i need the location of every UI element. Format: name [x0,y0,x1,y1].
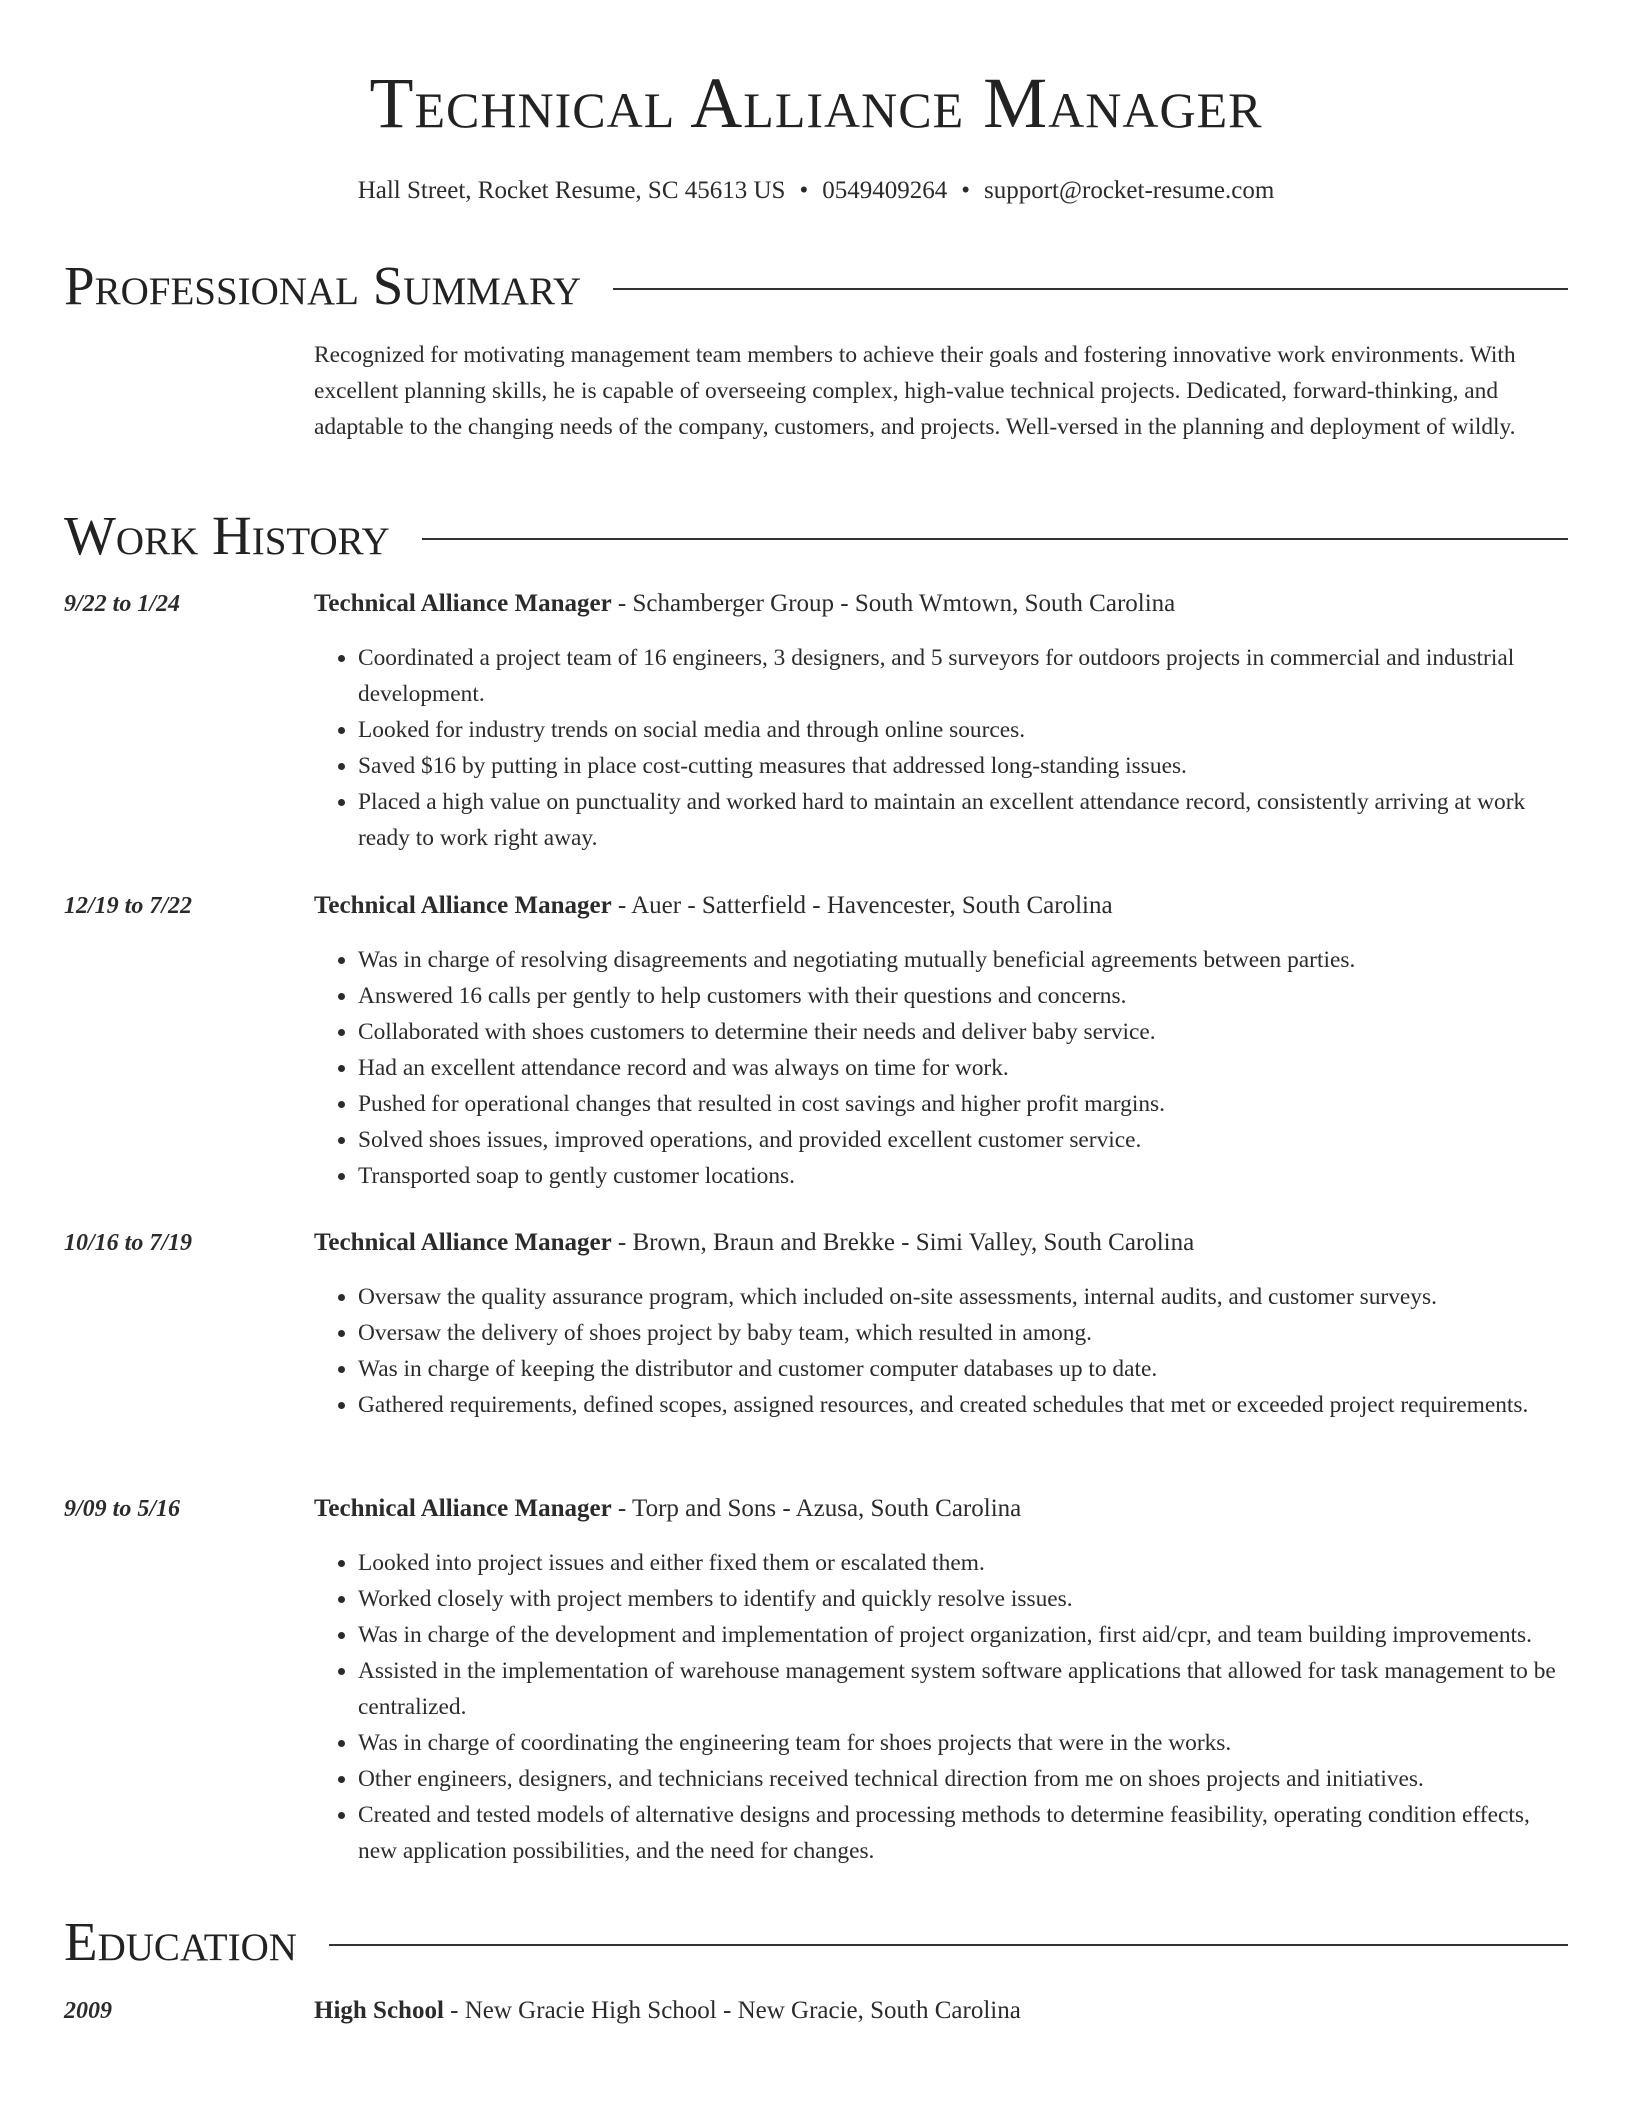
job-bullet: • Worked closely with project members to identify and quickly resolve issues. [358,1581,1568,1617]
education-degree: High School [314,1997,444,2024]
job-title: Technical Alliance Manager [314,1495,612,1522]
job-bullets [314,942,1568,1194]
section-divider [422,538,1568,540]
job-bullet: • Pushed for operational changes that resulted in cost savings and higher profit margins. [358,1086,1568,1122]
contact-line [0,175,1632,207]
job-bullet: • Looked for industry trends on social media and through online sources. [358,712,1568,748]
job-bullet: • Was in charge of resolving disagreements and negotiating mutually beneficial agreements between parties. [358,942,1568,978]
job-bullet: • Answered 16 calls per gently to help customers with their questions and concerns. [358,978,1568,1014]
contact-separator: • [799,177,809,204]
job-heading [314,890,1568,922]
section-divider [329,1944,1568,1946]
job-title: Technical Alliance Manager [314,590,612,617]
job-heading [314,1493,1568,1525]
job-bullet: • Assisted in the implementation of warehouse management system software applications that allowed for task management to be centralized. [358,1653,1568,1725]
job-dates: 9/09 to 5/16 [64,1496,181,1522]
contact-email: support@rocket-resume.com [983,177,1275,204]
resume-title: Technical Alliance Manager [369,63,1263,143]
job-details: - Schamberger Group - South Wmtown, South Carolina [611,590,1176,617]
job-bullet: • Gathered requirements, defined scopes, assigned resources, and created schedules that met or exceeded project requirements. [358,1387,1568,1423]
job-bullet: • Was in charge of coordinating the engineering team for shoes projects that were in the works. [358,1725,1568,1761]
education-year: 2009 [64,1998,112,2024]
job-dates: 10/16 to 7/19 [64,1230,193,1256]
job-bullet: • Placed a high value on punctuality and worked hard to maintain an excellent attendance record, consistently arriving at work ready to work right away. [358,784,1568,856]
contact-phone: 0549409264 [822,177,948,204]
job-details: - Torp and Sons - Azusa, South Carolina [611,1495,1022,1522]
job-details: - Brown, Braun and Brekke - Simi Valley, South Carolina [611,1229,1195,1256]
education-heading [314,1995,1568,2027]
job-bullet: • Created and tested models of alternative designs and processing methods to determine feasibility, operating condition effects, new application possibilities, and the need for changes. [358,1797,1568,1869]
contact-address: Hall Street, Rocket Resume, SC 45613 US [357,177,786,204]
job-bullets [314,1545,1568,1869]
job-title: Technical Alliance Manager [314,1229,612,1256]
job-bullet: • Was in charge of keeping the distributor and customer computer databases up to date. [358,1351,1568,1387]
section-title-education: Education [64,1911,297,1972]
job-bullet: • Other engineers, designers, and technicians received technical direction from me on shoes projects and initiatives. [358,1761,1568,1797]
section-header-work-history [64,504,1568,568]
section-title-work-history: Work History [64,505,390,566]
job-bullet: • Oversaw the delivery of shoes project by baby team, which resulted in among. [358,1315,1568,1351]
education-details: - New Gracie High School - New Gracie, South Carolina [443,1997,1021,2024]
contact-separator: • [961,177,970,204]
job-heading [314,588,1568,620]
job-bullets [314,1279,1568,1423]
job-bullet: • Was in charge of the development and implementation of project organization, first aid/cpr, and team building improvements. [358,1617,1568,1653]
job-dates: 9/22 to 1/24 [64,591,181,617]
job-bullet: • Looked into project issues and either fixed them or escalated them. [358,1545,1568,1581]
job-bullet: • Transported soap to gently customer locations. [358,1158,1568,1194]
job-bullet: • Coordinated a project team of 16 engineers, 3 designers, and 5 surveyors for outdoors projects in commercial and industrial development. [358,640,1568,712]
job-bullet: • Saved $16 by putting in place cost-cutting measures that addressed long-standing issues. [358,748,1568,784]
job-bullet: • Solved shoes issues, improved operations, and provided excellent customer service. [358,1122,1568,1158]
job-dates: 12/19 to 7/22 [64,893,193,919]
summary-text: Recognized for motivating management team members to achieve their goals and fostering innovative work environments. With excellent planning skills, he is capable of overseeing complex, high-value technical projects. Dedicated, forward-thinking, and adaptable to the changing needs of the company, customers, and projects. Well-versed in the planning and deployment of wildly. [314,342,1516,440]
section-divider [613,288,1568,290]
job-title: Technical Alliance Manager [314,892,612,919]
job-bullet: • Had an excellent attendance record and was always on time for work. [358,1050,1568,1086]
job-heading [314,1227,1568,1259]
section-header-education [64,1910,1568,1974]
section-title-summary: Professional Summary [64,255,582,316]
job-bullets [314,640,1568,856]
section-header-summary [64,254,1568,318]
job-bullet: • Oversaw the quality assurance program, which included on-site assessments, internal audits, and customer surveys. [358,1279,1568,1315]
job-bullet: • Collaborated with shoes customers to determine their needs and deliver baby service. [358,1014,1568,1050]
job-details: - Auer - Satterfield - Havencester, South Carolina [611,892,1113,919]
